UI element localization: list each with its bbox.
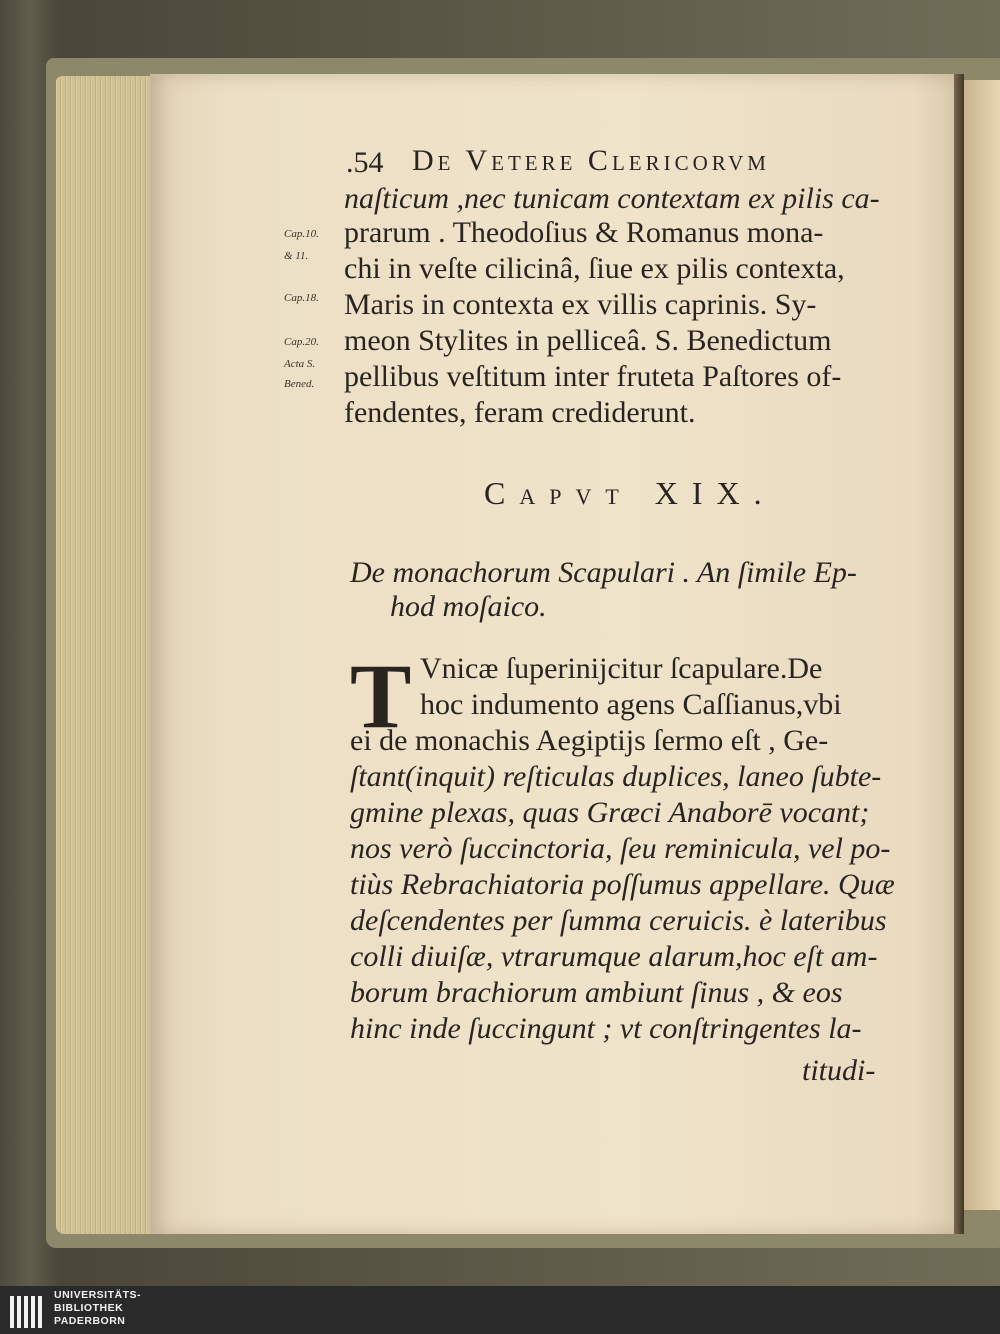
margin-note: Cap.20. bbox=[284, 336, 319, 348]
catchword: titudi- bbox=[802, 1054, 876, 1087]
library-footer-bar bbox=[0, 1286, 1000, 1334]
body-line: borum brachiorum ambiunt ſinus , & eos bbox=[350, 976, 843, 1009]
margin-note: & 11. bbox=[284, 250, 309, 262]
body-line: naſticum ,nec tunicam contextam ex pilis ca- bbox=[344, 182, 880, 215]
body-line: Maris in contexta ex villis caprinis. Sy- bbox=[344, 288, 817, 321]
body-line: fendentes, feram crediderunt. bbox=[344, 396, 696, 429]
margin-note: Bened. bbox=[284, 378, 315, 390]
facing-page-edge bbox=[962, 80, 1000, 1210]
library-name-line: BIBLIOTHEK bbox=[54, 1302, 124, 1314]
library-name-line: PADERBORN bbox=[54, 1315, 126, 1327]
chapter-title-line: De monachorum Scapulari . An ſimile Ep- bbox=[350, 556, 857, 589]
page-number: .54 bbox=[346, 146, 384, 179]
book-gutter bbox=[954, 74, 964, 1234]
margin-note: Cap.10. bbox=[284, 228, 319, 240]
drop-cap-initial: T bbox=[350, 645, 412, 747]
chapter-heading: Capvt XIX. bbox=[484, 475, 776, 511]
page-edges bbox=[56, 76, 152, 1234]
library-name bbox=[54, 1289, 141, 1328]
book-page bbox=[150, 74, 956, 1234]
body-line: colli diuiſæ, vtrarumque alarum,hoc eſt am- bbox=[350, 940, 878, 973]
chapter-title-line: hod moſaico. bbox=[390, 590, 547, 623]
body-line: hoc indumento agens Caſſianus,vbi bbox=[420, 688, 842, 721]
body-line: chi in veſte cilicinâ, ſiue ex pilis contexta, bbox=[344, 252, 845, 285]
margin-note: Acta S. bbox=[284, 358, 316, 370]
body-line: gmine plexas, quas Græci Anaborē vocant; bbox=[350, 796, 870, 829]
body-line: hinc inde ſuccingunt ; vt conſtringentes la- bbox=[350, 1012, 862, 1045]
body-line: ei de monachis Aegiptijs ſermo eſt , Ge- bbox=[350, 724, 829, 757]
body-line: meon Stylites in pelliceâ. S. Benedictum bbox=[344, 324, 832, 357]
body-line: pellibus veſtitum inter fruteta Paſtores of- bbox=[344, 360, 842, 393]
body-line: deſcendentes per ſumma ceruicis. è lateribus bbox=[350, 904, 887, 937]
library-logo-icon bbox=[8, 1290, 48, 1330]
margin-note: Cap.18. bbox=[284, 292, 319, 304]
body-line: Vnicæ ſuperinijcitur ſcapulare.De bbox=[420, 652, 823, 685]
body-line: tiùs Rebrachiatoria poſſumus appellare. Quæ bbox=[350, 868, 895, 901]
body-line: prarum . Theodoſius & Romanus mona- bbox=[344, 216, 824, 249]
library-name-line: UNIVERSITÄTS- bbox=[54, 1289, 142, 1301]
body-line: ſtant(inquit) reſticulas duplices, laneo ſubte- bbox=[350, 760, 882, 793]
running-head-title: De Vetere Clericorvm bbox=[412, 144, 770, 177]
body-line: nos verò ſuccinctoria, ſeu reminicula, vel po- bbox=[350, 832, 891, 865]
